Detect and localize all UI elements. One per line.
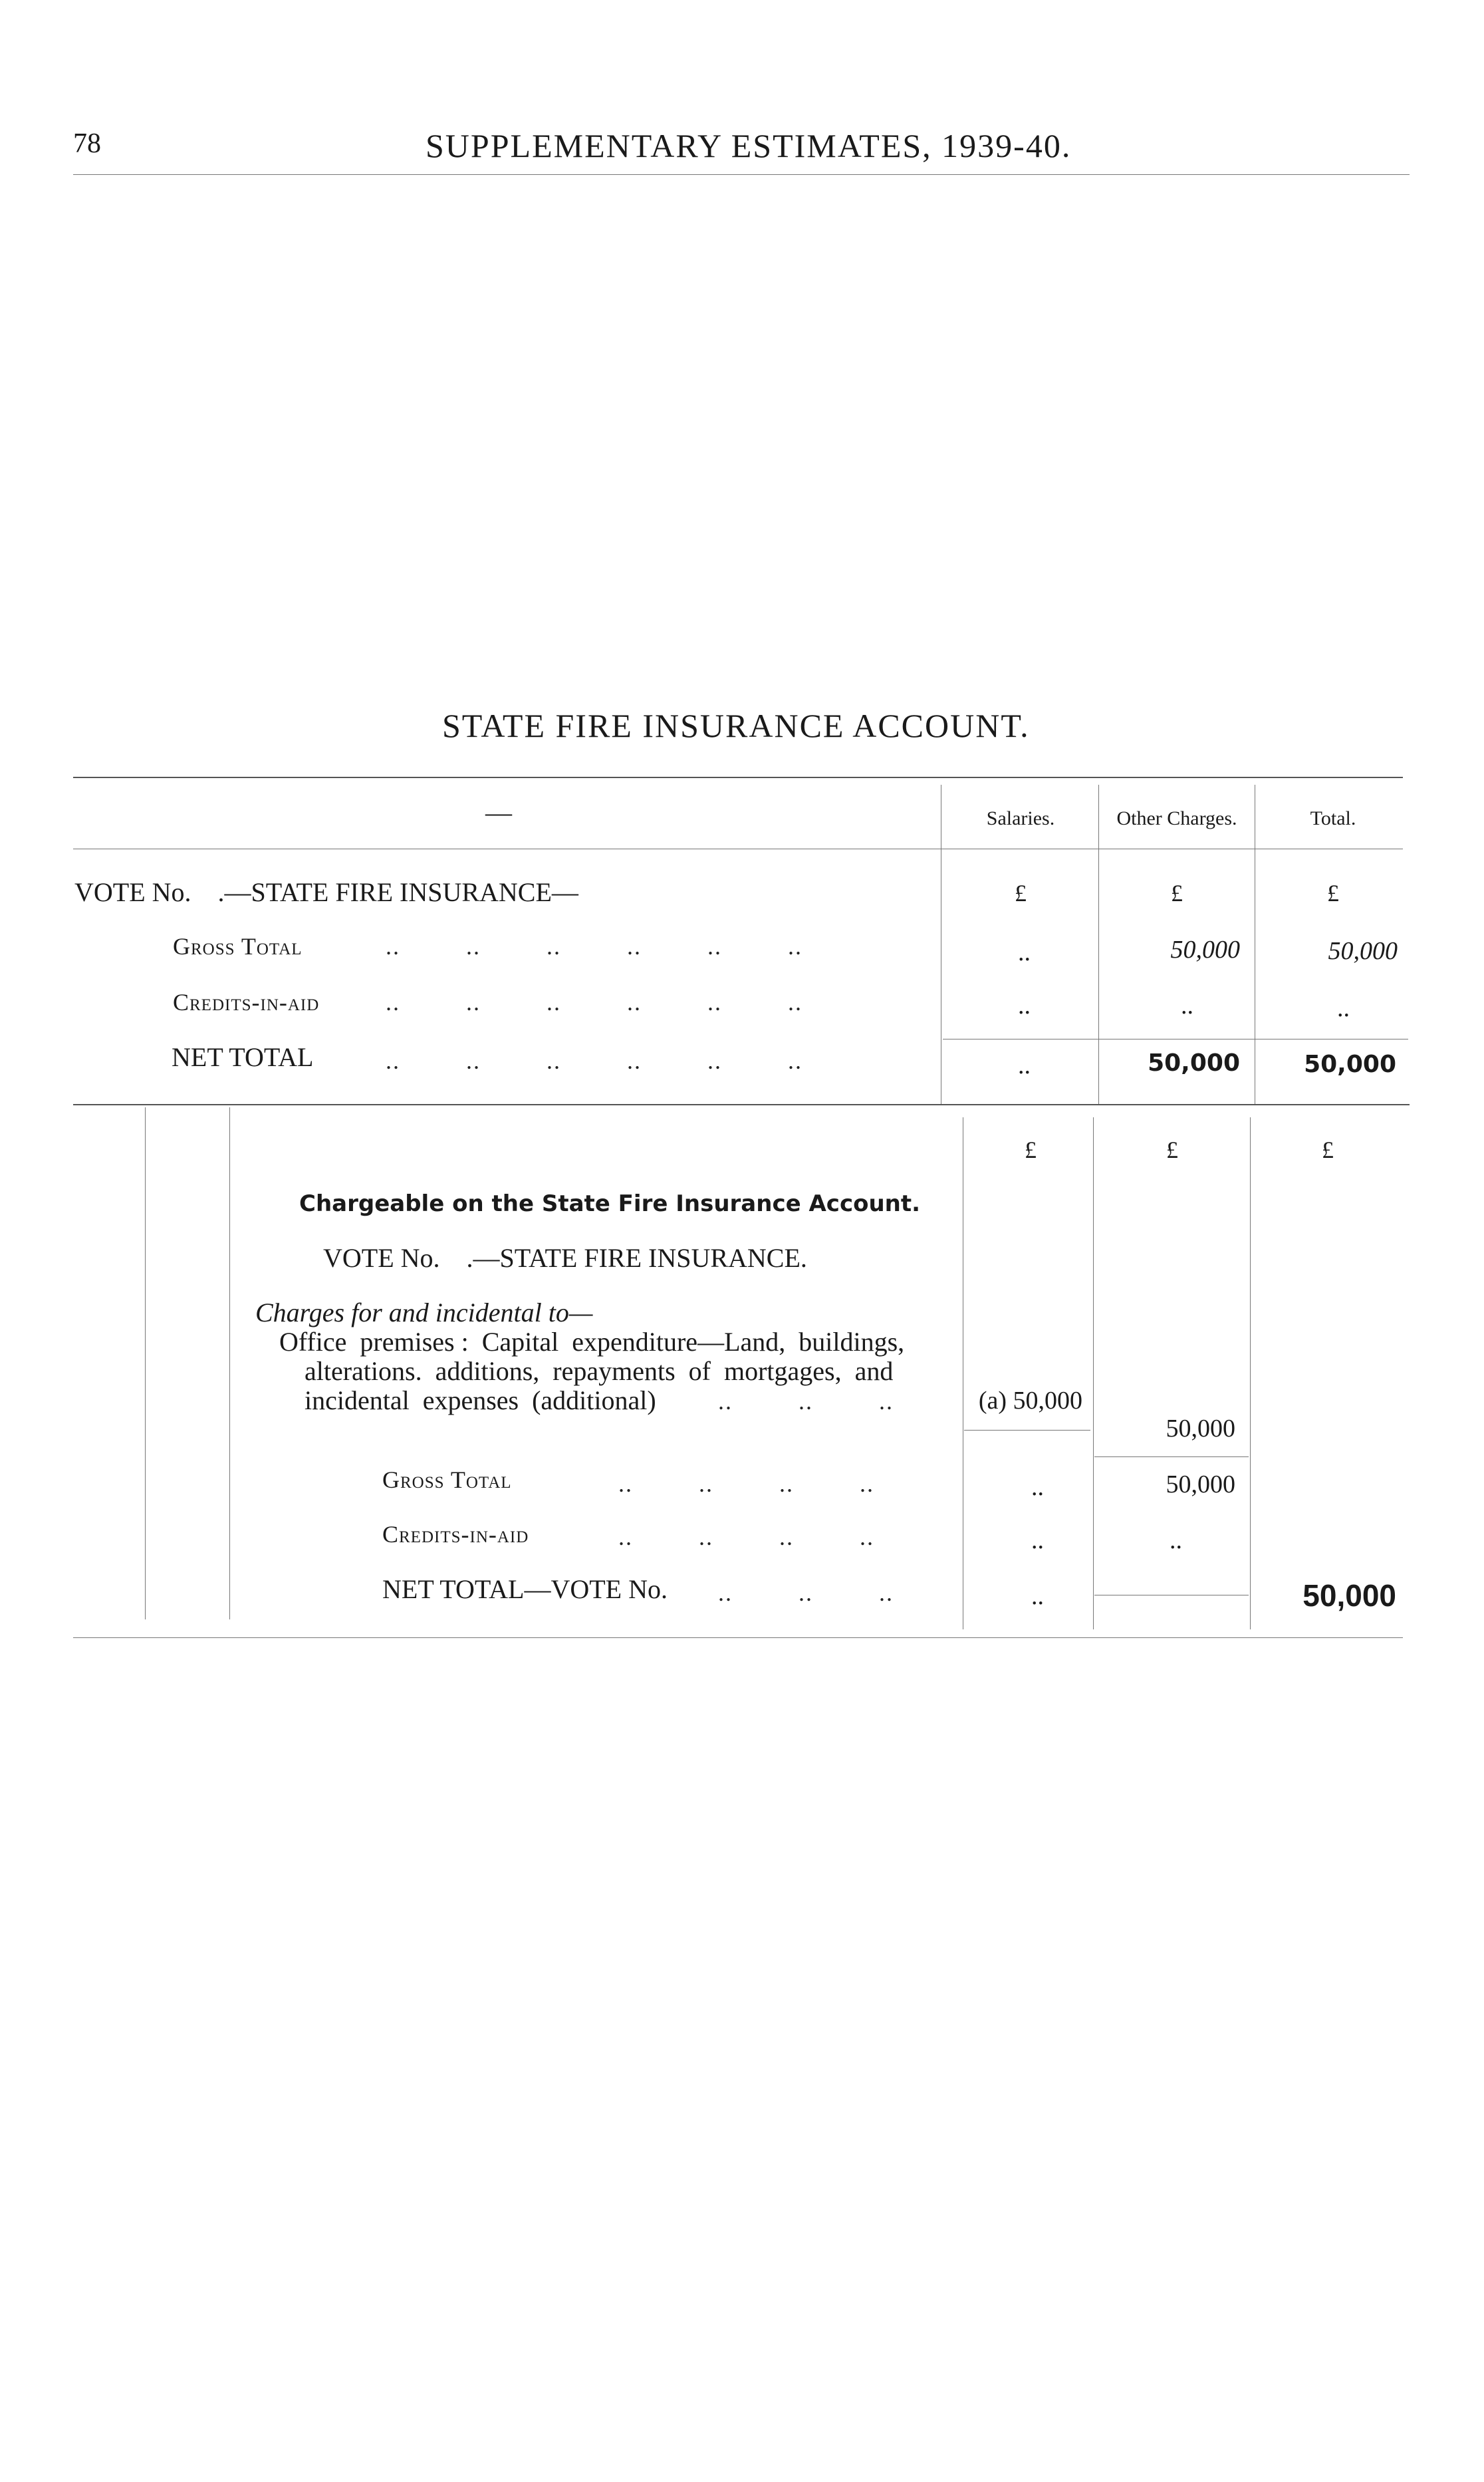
detail-left-inner [229,1107,230,1619]
summary-pound-salaries: £ [1015,880,1027,906]
leader-dots: .. .. .. .. .. .. [386,989,803,1016]
col-head-description: — [485,797,512,827]
detail-credits-other: .. [1170,1526,1182,1554]
detail-pound-total: £ [1322,1137,1334,1163]
detail-subtotal-rule [1094,1456,1249,1457]
detail-charges-intro: Charges for and incidental to— [255,1298,593,1327]
detail-col-divider-3 [1250,1117,1251,1629]
section-title: STATE FIRE INSURANCE ACCOUNT. [442,707,1030,744]
detail-gross-other: 50,000 [1166,1470,1235,1498]
detail-net-total: 50,000 [1302,1578,1396,1613]
detail-credits-salaries: .. [1031,1526,1044,1554]
summary-pound-other: £ [1171,880,1183,906]
detail-item-subtotal: 50,000 [1166,1415,1235,1443]
detail-net-salaries: .. [1031,1582,1044,1610]
detail-col-divider-2 [1093,1117,1094,1629]
summary-credits-label: Credits-in-aid [173,989,320,1016]
col-head-other-charges: Other Charges. [1116,807,1237,829]
summary-gross-total: 50,000 [1328,937,1398,965]
leader-dots: .. .. .. .. [618,1470,874,1497]
detail-net-total-label: NET TOTAL—VOTE No. [382,1574,668,1604]
detail-gross-salaries: .. [1031,1473,1044,1501]
summary-net-other: 50,000 [1148,1049,1240,1077]
summary-col-divider-2 [1098,785,1099,1104]
header-rule [73,174,1410,175]
summary-credits-other: .. [1181,992,1193,1020]
detail-item-line-1: Office premises : Capital expenditure—Land, buildings, [279,1327,905,1357]
detail-pound-salaries: £ [1025,1137,1037,1163]
col-head-salaries: Salaries. [986,807,1055,829]
summary-pound-total: £ [1327,880,1339,906]
page-number: 78 [73,128,101,159]
summary-net-total: 50,000 [1304,1051,1396,1078]
leader-dots: .. .. .. .. [618,1524,874,1550]
detail-heading: Chargeable on the State Fire Insurance Account. [299,1190,921,1217]
summary-credits-total: .. [1337,994,1350,1022]
detail-vote-line: VOTE No. .—STATE FIRE INSURANCE. [323,1243,807,1273]
summary-net-salaries: .. [1018,1051,1031,1079]
summary-gross-salaries: .. [1018,938,1031,966]
detail-bottom-rule [73,1637,1403,1638]
summary-top-rule [73,777,1403,778]
leader-dots: .. .. .. .. .. .. [386,933,803,960]
summary-net-total-label: NET TOTAL [172,1042,314,1072]
running-title: SUPPLEMENTARY ESTIMATES, 1939-40. [426,127,1072,164]
summary-bottom-rule [73,1104,1410,1105]
col-head-total: Total. [1310,807,1356,829]
detail-item-amount: (a) 50,000 [978,1387,1082,1415]
leader-dots: .. .. .. [718,1580,894,1606]
detail-pound-other: £ [1166,1137,1178,1163]
detail-item-rule [964,1430,1090,1431]
detail-left-border [145,1107,146,1619]
detail-credits-label: Credits-in-aid [382,1521,529,1548]
summary-gross-other: 50,000 [1170,936,1240,964]
summary-credits-salaries: .. [1018,992,1031,1020]
detail-gross-total-label: Gross Total [382,1466,512,1493]
summary-gross-total-label: Gross Total [173,933,303,960]
detail-item-line-3: incidental expenses (additional) [305,1385,656,1415]
detail-item-line-2: alterations. additions, repayments of mortgages, and [305,1356,894,1386]
leader-dots: .. .. .. .. .. .. [386,1047,803,1074]
summary-vote-line: VOTE No. .—STATE FIRE INSURANCE— [74,877,578,907]
leader-dots: .. .. .. [718,1388,894,1415]
